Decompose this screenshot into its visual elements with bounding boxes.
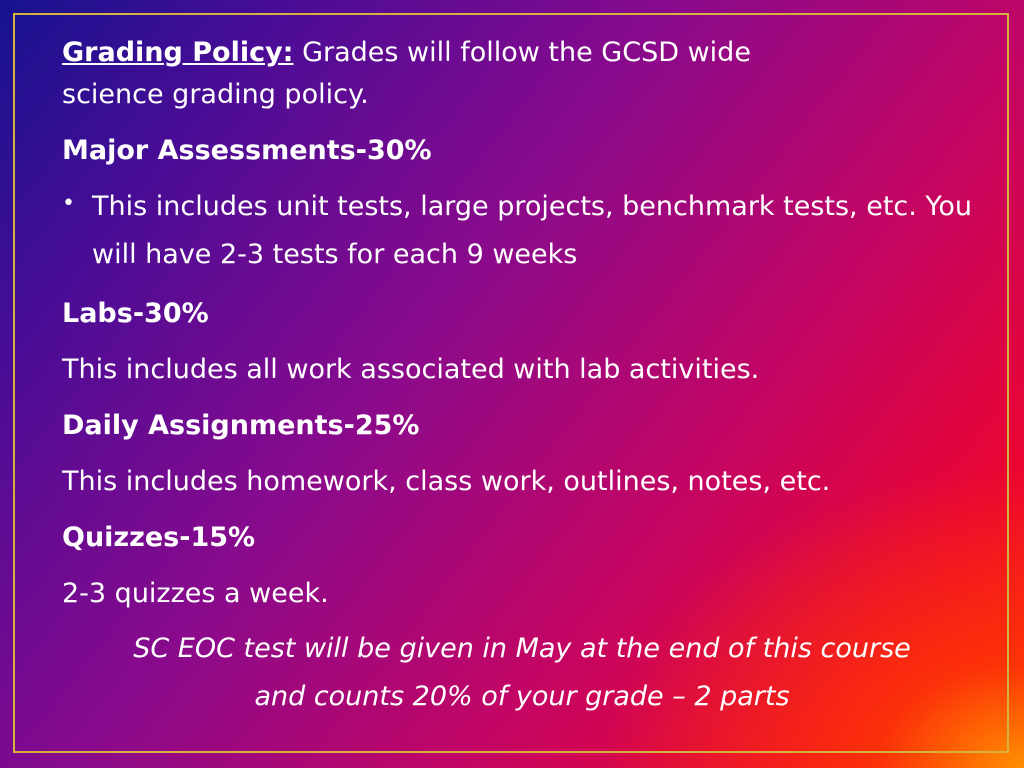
major-assessments-heading: Major Assessments-30% (62, 135, 432, 166)
bullet-icon: • (62, 191, 75, 216)
grading-policy-text: Grades will follow the GCSD wide (293, 37, 751, 68)
quizzes-description: 2-3 quizzes a week. (62, 578, 329, 609)
grading-policy-text-continued: science grading policy. (62, 79, 369, 110)
eoc-note (62, 625, 982, 721)
major-assessments-bullet (62, 183, 982, 279)
labs-description: This includes all work associated with lab activities. (62, 354, 760, 385)
eoc-note-line-1: SC EOC test will be given in May at the end of this course (133, 633, 911, 664)
slide-content (62, 32, 982, 721)
labs-heading: Labs-30% (62, 298, 209, 329)
daily-assignments-heading: Daily Assignments-25% (62, 410, 420, 441)
quizzes-heading: Quizzes-15% (62, 522, 256, 553)
grading-policy-label: Grading Policy: (62, 37, 294, 68)
major-assessments-description: This includes unit tests, large projects, benchmark tests, etc. You will have 2-3 tests for each 9 weeks (92, 191, 972, 270)
eoc-note-line-2: and counts 20% of your grade – 2 parts (254, 681, 790, 712)
grading-policy-line (62, 32, 982, 74)
daily-assignments-description: This includes homework, class work, outlines, notes, etc. (62, 466, 831, 497)
